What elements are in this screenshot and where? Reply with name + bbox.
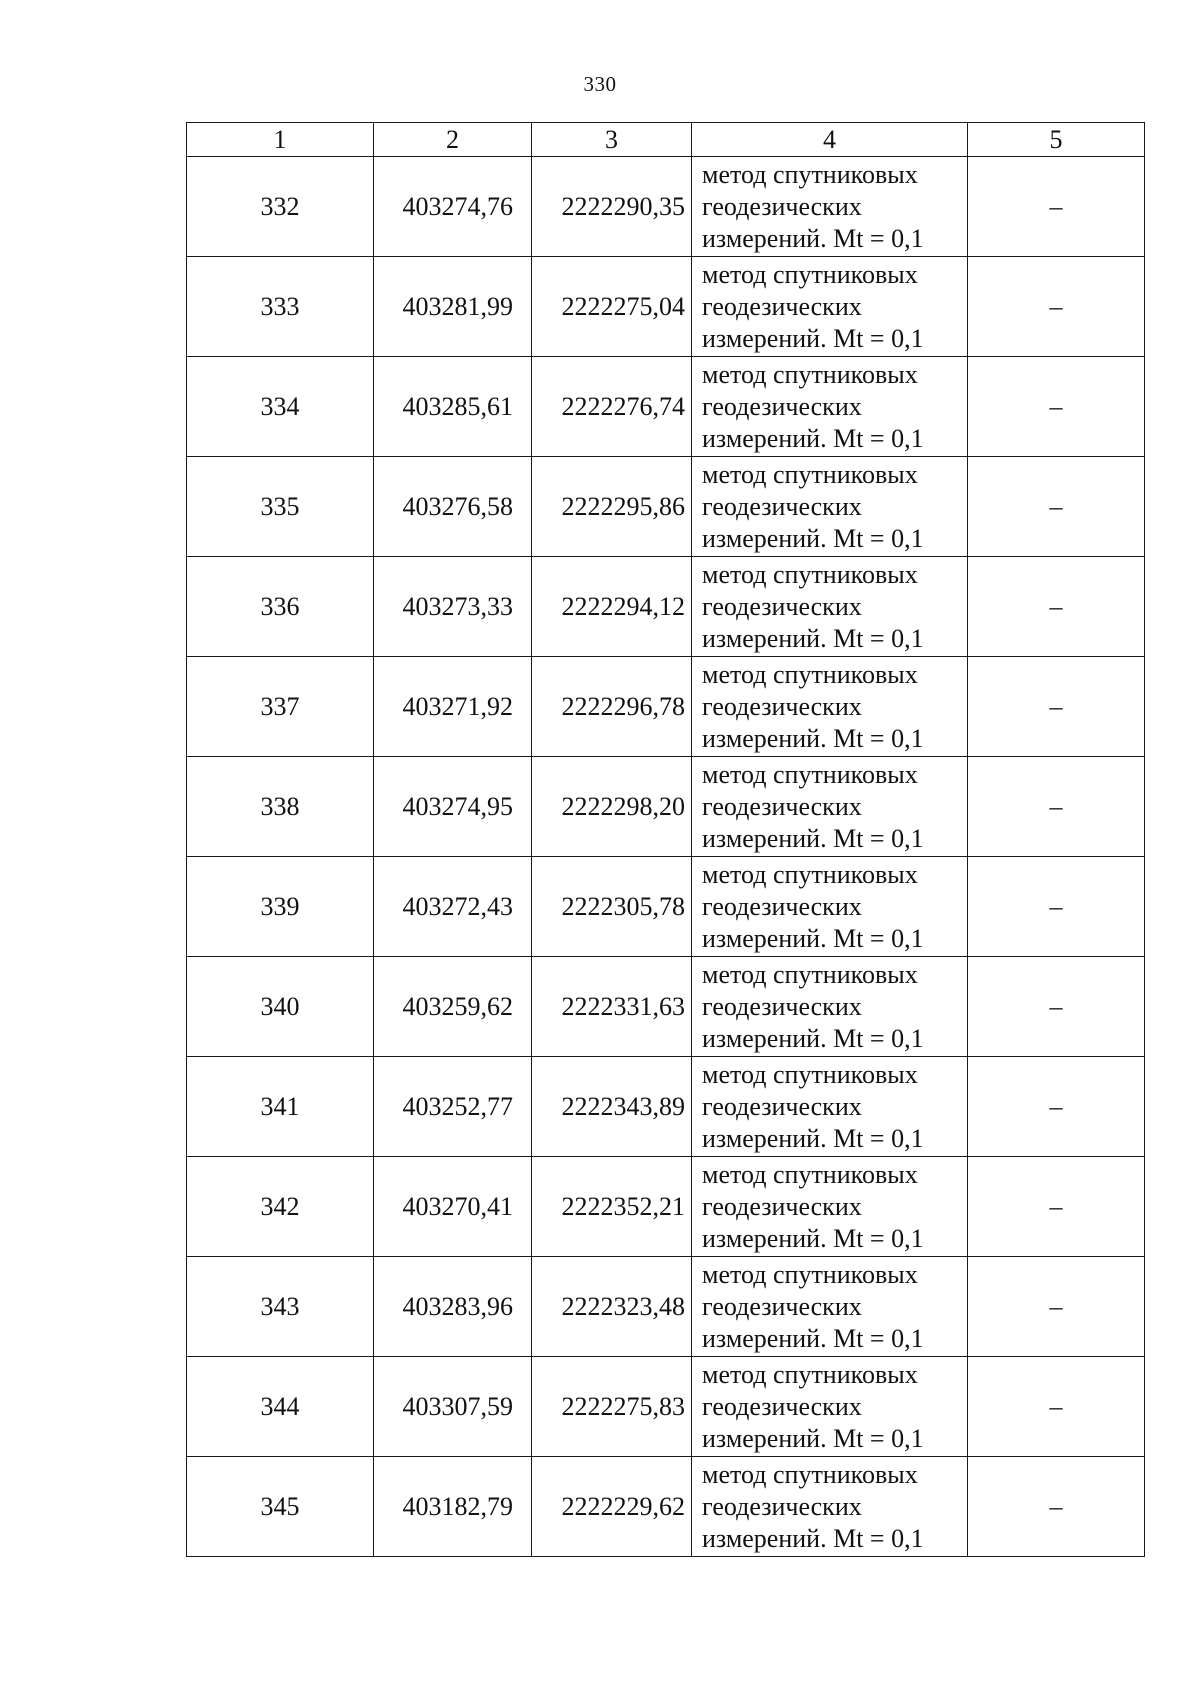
method-line: метод спутниковых <box>702 659 918 689</box>
y-coordinate-cell: 2222296,78 <box>532 657 692 757</box>
y-coordinate-cell: 2222295,86 <box>532 457 692 557</box>
y-coordinate-cell: 2222343,89 <box>532 1057 692 1157</box>
method-line: метод спутниковых <box>702 1459 918 1489</box>
method-line: геодезических <box>702 691 862 721</box>
method-line: измерений. Mt = 0,1 <box>702 623 924 653</box>
note-cell: – <box>968 157 1145 257</box>
method-line: метод спутниковых <box>702 159 918 189</box>
method-line: метод спутниковых <box>702 1159 918 1189</box>
point-number-cell: 335 <box>187 457 374 557</box>
page-number: 330 <box>583 72 617 96</box>
method-cell <box>692 457 968 557</box>
point-number-cell: 336 <box>187 557 374 657</box>
point-number-cell: 345 <box>187 1457 374 1557</box>
method-cell <box>692 657 968 757</box>
method-cell <box>692 1057 968 1157</box>
coordinates-table <box>186 122 1145 1557</box>
note-cell: – <box>968 1157 1145 1257</box>
method-line: метод спутниковых <box>702 859 918 889</box>
method-line: геодезических <box>702 491 862 521</box>
x-coordinate-cell: 403274,95 <box>374 757 532 857</box>
method-line: измерений. Mt = 0,1 <box>702 1523 924 1553</box>
table-row <box>187 1157 1145 1257</box>
method-line: измерений. Mt = 0,1 <box>702 223 924 253</box>
table-row <box>187 757 1145 857</box>
method-line: измерений. Mt = 0,1 <box>702 1323 924 1353</box>
table-row <box>187 357 1145 457</box>
note-cell: – <box>968 357 1145 457</box>
method-line: геодезических <box>702 1091 862 1121</box>
method-line: метод спутниковых <box>702 959 918 989</box>
method-line: метод спутниковых <box>702 559 918 589</box>
table-body <box>187 157 1145 1557</box>
table-row <box>187 1357 1145 1457</box>
method-line: геодезических <box>702 1291 862 1321</box>
method-cell <box>692 557 968 657</box>
method-line: метод спутниковых <box>702 1259 918 1289</box>
note-cell: – <box>968 1057 1145 1157</box>
point-number-cell: 334 <box>187 357 374 457</box>
coordinates-table-container <box>186 122 1144 1557</box>
x-coordinate-cell: 403276,58 <box>374 457 532 557</box>
method-cell <box>692 257 968 357</box>
point-number-cell: 340 <box>187 957 374 1057</box>
method-line: измерений. Mt = 0,1 <box>702 823 924 853</box>
x-coordinate-cell: 403281,99 <box>374 257 532 357</box>
y-coordinate-cell: 2222275,04 <box>532 257 692 357</box>
point-number-cell: 332 <box>187 157 374 257</box>
header-col-2: 2 <box>374 123 532 157</box>
y-coordinate-cell: 2222290,35 <box>532 157 692 257</box>
method-line: измерений. Mt = 0,1 <box>702 923 924 953</box>
x-coordinate-cell: 403270,41 <box>374 1157 532 1257</box>
method-line: измерений. Mt = 0,1 <box>702 1423 924 1453</box>
y-coordinate-cell: 2222229,62 <box>532 1457 692 1557</box>
method-line: метод спутниковых <box>702 459 918 489</box>
note-cell: – <box>968 257 1145 357</box>
method-line: измерений. Mt = 0,1 <box>702 1123 924 1153</box>
x-coordinate-cell: 403272,43 <box>374 857 532 957</box>
table-row <box>187 1257 1145 1357</box>
method-cell <box>692 957 968 1057</box>
method-line: геодезических <box>702 591 862 621</box>
method-cell <box>692 1457 968 1557</box>
point-number-cell: 338 <box>187 757 374 857</box>
x-coordinate-cell: 403273,33 <box>374 557 532 657</box>
header-col-4: 4 <box>692 123 968 157</box>
header-col-5: 5 <box>968 123 1145 157</box>
x-coordinate-cell: 403285,61 <box>374 357 532 457</box>
note-cell: – <box>968 557 1145 657</box>
y-coordinate-cell: 2222331,63 <box>532 957 692 1057</box>
method-line: измерений. Mt = 0,1 <box>702 1023 924 1053</box>
header-col-3: 3 <box>532 123 692 157</box>
table-row <box>187 1457 1145 1557</box>
method-line: измерений. Mt = 0,1 <box>702 723 924 753</box>
x-coordinate-cell: 403283,96 <box>374 1257 532 1357</box>
method-line: метод спутниковых <box>702 759 918 789</box>
note-cell: – <box>968 857 1145 957</box>
method-line: геодезических <box>702 391 862 421</box>
x-coordinate-cell: 403252,77 <box>374 1057 532 1157</box>
point-number-cell: 342 <box>187 1157 374 1257</box>
point-number-cell: 339 <box>187 857 374 957</box>
method-cell <box>692 857 968 957</box>
method-line: геодезических <box>702 791 862 821</box>
method-line: измерений. Mt = 0,1 <box>702 423 924 453</box>
table-row <box>187 1057 1145 1157</box>
y-coordinate-cell: 2222352,21 <box>532 1157 692 1257</box>
method-line: измерений. Mt = 0,1 <box>702 1223 924 1253</box>
table-row <box>187 157 1145 257</box>
method-cell <box>692 757 968 857</box>
x-coordinate-cell: 403271,92 <box>374 657 532 757</box>
method-line: метод спутниковых <box>702 1359 918 1389</box>
point-number-cell: 344 <box>187 1357 374 1457</box>
y-coordinate-cell: 2222276,74 <box>532 357 692 457</box>
point-number-cell: 343 <box>187 1257 374 1357</box>
table-row <box>187 957 1145 1057</box>
x-coordinate-cell: 403307,59 <box>374 1357 532 1457</box>
method-cell <box>692 157 968 257</box>
table-row <box>187 857 1145 957</box>
point-number-cell: 337 <box>187 657 374 757</box>
method-line: геодезических <box>702 1391 862 1421</box>
method-line: геодезических <box>702 1491 862 1521</box>
x-coordinate-cell: 403182,79 <box>374 1457 532 1557</box>
method-line: метод спутниковых <box>702 259 918 289</box>
note-cell: – <box>968 457 1145 557</box>
table-row <box>187 457 1145 557</box>
method-line: геодезических <box>702 291 862 321</box>
x-coordinate-cell: 403259,62 <box>374 957 532 1057</box>
method-line: измерений. Mt = 0,1 <box>702 523 924 553</box>
method-line: измерений. Mt = 0,1 <box>702 323 924 353</box>
note-cell: – <box>968 757 1145 857</box>
method-line: геодезических <box>702 991 862 1021</box>
table-row <box>187 557 1145 657</box>
method-line: геодезических <box>702 891 862 921</box>
table-row <box>187 657 1145 757</box>
x-coordinate-cell: 403274,76 <box>374 157 532 257</box>
point-number-cell: 341 <box>187 1057 374 1157</box>
note-cell: – <box>968 957 1145 1057</box>
header-col-1: 1 <box>187 123 374 157</box>
note-cell: – <box>968 1357 1145 1457</box>
point-number-cell: 333 <box>187 257 374 357</box>
y-coordinate-cell: 2222294,12 <box>532 557 692 657</box>
method-cell <box>692 1357 968 1457</box>
method-line: метод спутниковых <box>702 359 918 389</box>
note-cell: – <box>968 1257 1145 1357</box>
method-cell <box>692 1257 968 1357</box>
method-line: геодезических <box>702 1191 862 1221</box>
method-line: метод спутниковых <box>702 1059 918 1089</box>
note-cell: – <box>968 657 1145 757</box>
method-cell <box>692 1157 968 1257</box>
method-line: геодезических <box>702 191 862 221</box>
y-coordinate-cell: 2222298,20 <box>532 757 692 857</box>
y-coordinate-cell: 2222275,83 <box>532 1357 692 1457</box>
table-header-row <box>187 123 1145 157</box>
y-coordinate-cell: 2222323,48 <box>532 1257 692 1357</box>
method-cell <box>692 357 968 457</box>
table-row <box>187 257 1145 357</box>
note-cell: – <box>968 1457 1145 1557</box>
y-coordinate-cell: 2222305,78 <box>532 857 692 957</box>
